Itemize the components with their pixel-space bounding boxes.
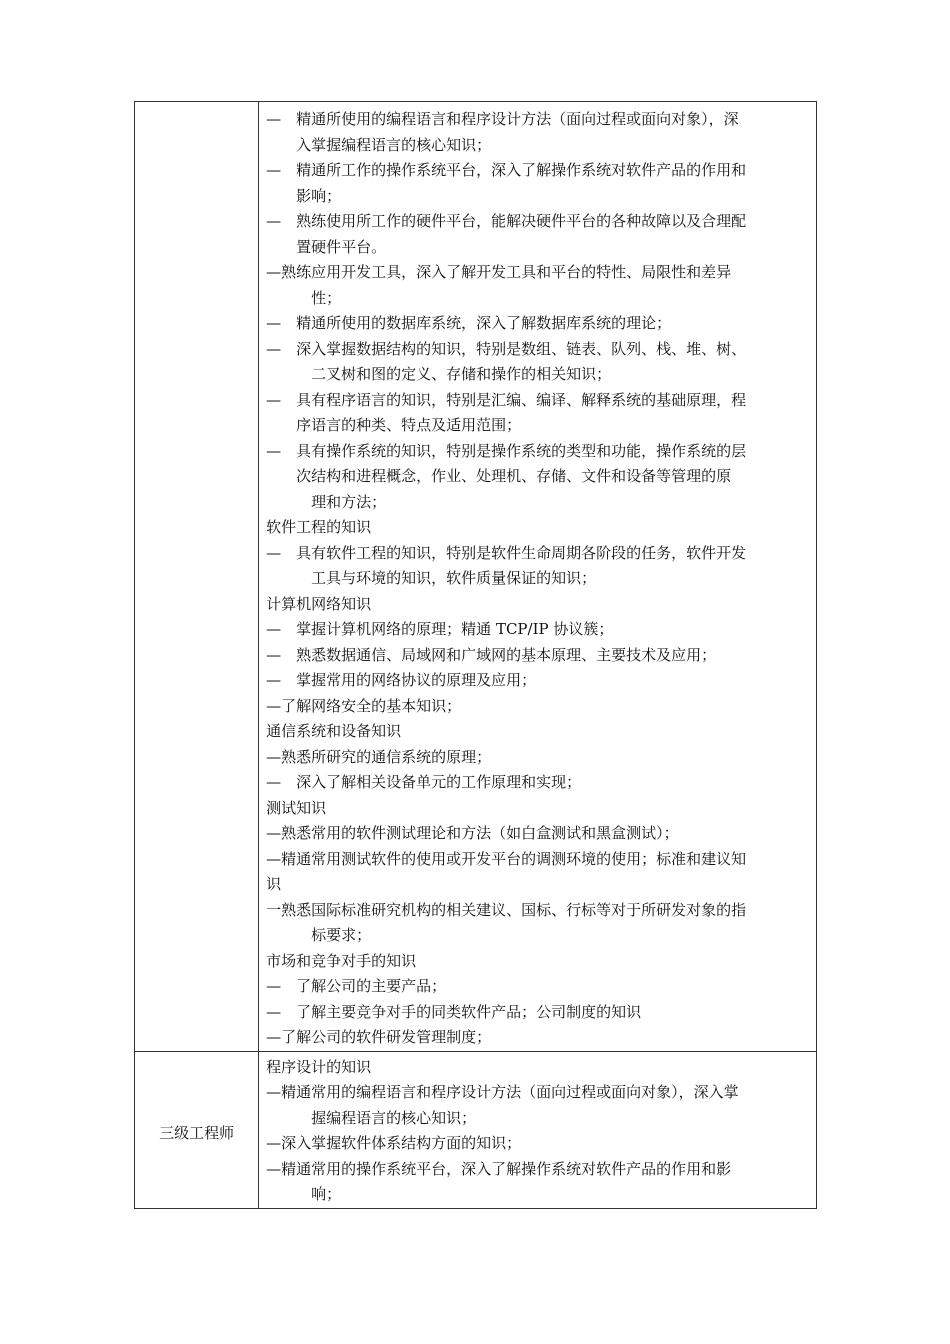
knowledge-line: 计算机网络知识 <box>266 594 372 613</box>
knowledge-cell <box>259 102 817 1052</box>
knowledge-bullet: — 精通所工作的操作系统平台，深入了解操作系统对软件产品的作用和 <box>266 161 747 179</box>
knowledge-bullet: — 掌握常用的网络协议的原理及应用； <box>266 671 537 689</box>
knowledge-bullet: 置硬件平台。 <box>266 237 387 256</box>
knowledge-bullet: — 精通所使用的数据库系统，深入了解数据库系统的理论； <box>266 314 672 332</box>
knowledge-bullet: — 熟悉数据通信、局域网和广域网的基本原理、主要技术及应用； <box>266 645 717 664</box>
knowledge-line: —熟悉所研究的通信系统的原理； <box>266 747 492 766</box>
knowledge-list <box>259 102 816 1051</box>
level-cell <box>135 1051 259 1208</box>
knowledge-line: 标要求； <box>266 926 372 944</box>
knowledge-line: —了解公司的软件研发管理制度； <box>266 1028 492 1046</box>
knowledge-bullet: — 了解主要竞争对手的同类软件产品；公司制度的知识 <box>266 1002 642 1021</box>
knowledge-line: 一熟悉国际标准研究机构的相关建议、国标、行标等对于所研发对象的指 <box>266 900 747 919</box>
knowledge-cell <box>259 1051 817 1208</box>
knowledge-line: 测试知识 <box>266 798 327 817</box>
knowledge-line: 市场和竞争对手的知识 <box>266 951 417 970</box>
knowledge-bullet: — 了解公司的主要产品； <box>266 977 447 995</box>
knowledge-bullet: — 熟练使用所工作的硬件平台，能解决硬件平台的各种故障以及合理配 <box>266 212 747 230</box>
knowledge-line: —精通常用的编程语言和程序设计方法（面向过程或面向对象），深入掌 <box>266 1083 739 1101</box>
knowledge-line: —精通常用的操作系统平台，深入了解操作系统对软件产品的作用和影 <box>266 1159 732 1178</box>
knowledge-bullet: — 深入掌握数据结构的知识，特别是数组、链表、队列、栈、堆、树、 <box>266 339 747 358</box>
level-label: 三级工程师 <box>159 1123 235 1142</box>
knowledge-line: —熟练应用开发工具，深入了解开发工具和平台的特性、局限性和差异 <box>266 263 732 281</box>
knowledge-list <box>259 1052 816 1208</box>
knowledge-bullet: 工具与环境的知识，软件质量保证的知识； <box>266 569 597 587</box>
knowledge-line: —熟悉常用的软件测试理论和方法（如白盒测试和黑盒测试）； <box>266 824 679 842</box>
knowledge-bullet: 序语言的种类、特点及适用范围； <box>266 416 522 434</box>
knowledge-bullet: — 精通所使用的编程语言和程序设计方法（面向过程或面向对象），深 <box>266 110 739 128</box>
knowledge-line: —了解网络安全的基本知识； <box>266 696 462 715</box>
knowledge-bullet: — 具有操作系统的知识，特别是操作系统的类型和功能，操作系统的层 <box>266 441 747 460</box>
knowledge-bullet: — 具有程序语言的知识，特别是汇编、编译、解释系统的基础原理，程 <box>266 390 747 409</box>
knowledge-line: 通信系统和设备知识 <box>266 722 402 740</box>
knowledge-line: 响； <box>266 1185 342 1203</box>
knowledge-line: 识 <box>266 875 282 893</box>
knowledge-bullet: 入掌握编程语言的核心知识； <box>266 135 492 154</box>
knowledge-bullet: 影响； <box>266 186 342 205</box>
knowledge-line: 握编程语言的核心知识； <box>266 1108 477 1127</box>
knowledge-bullet: 次结构和进程概念，作业、处理机、存储、文件和设备等管理的原 <box>266 467 732 485</box>
knowledge-line: 性； <box>266 288 342 307</box>
knowledge-bullet: — 深入了解相关设备单元的工作原理和实现； <box>266 773 582 791</box>
table-row <box>135 102 817 1052</box>
knowledge-bullet: 理和方法； <box>266 492 387 511</box>
competency-table <box>134 101 817 1209</box>
knowledge-line: —精通常用测试软件的使用或开发平台的调测环境的使用；标准和建议知 <box>266 849 747 868</box>
knowledge-bullet: — 具有软件工程的知识，特别是软件生命周期各阶段的任务，软件开发 <box>266 543 747 562</box>
knowledge-bullet: 二叉树和图的定义、存储和操作的相关知识； <box>266 365 612 383</box>
knowledge-line: —深入掌握软件体系结构方面的知识； <box>266 1134 522 1152</box>
knowledge-line: 程序设计的知识 <box>266 1057 372 1076</box>
knowledge-bullet: — 掌握计算机网络的原理；精通 TCP/IP 协议簇； <box>266 620 614 638</box>
knowledge-line: 软件工程的知识 <box>266 518 372 536</box>
table-row <box>135 1051 817 1208</box>
level-cell <box>135 102 259 1052</box>
